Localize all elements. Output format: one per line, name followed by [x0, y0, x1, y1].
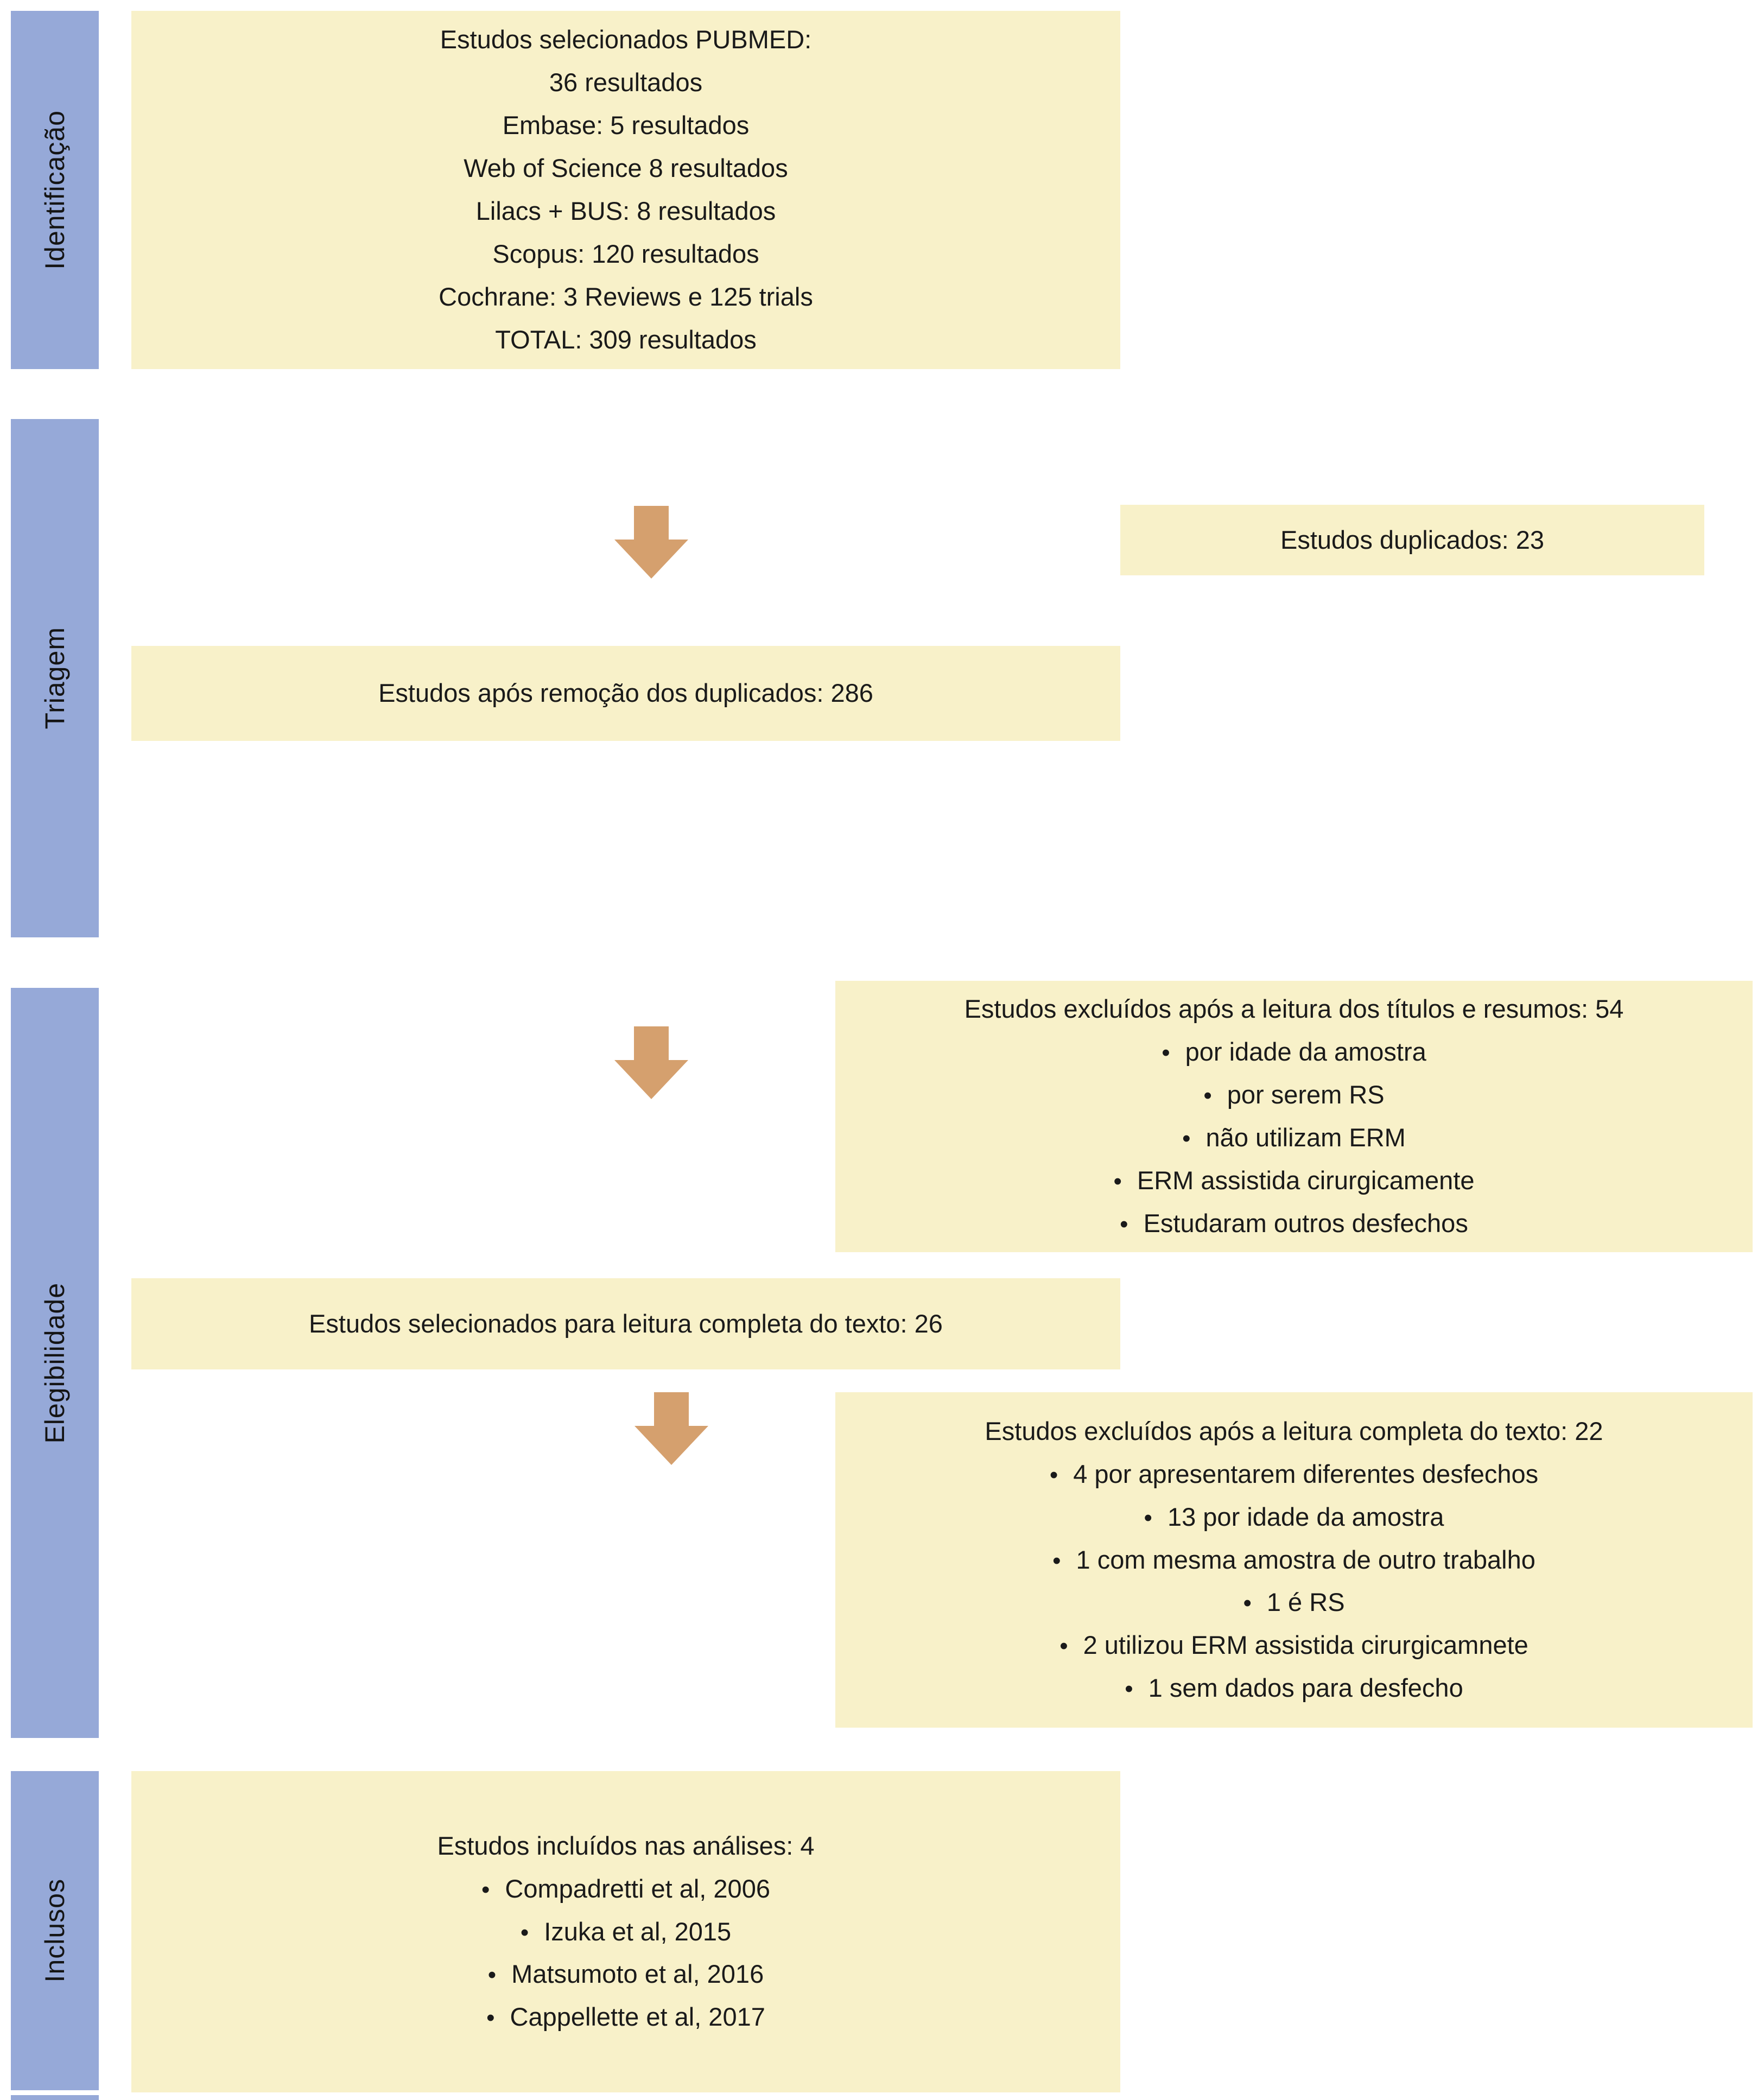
list-item-text: ERM assistida cirurgicamente: [1137, 1165, 1475, 1195]
identification-results-box: [131, 11, 1120, 369]
list-item: [1144, 1496, 1444, 1539]
bullet-icon: •: [486, 2004, 495, 2032]
stage-bar-cropped-sliver: [11, 2095, 99, 2100]
bullet-icon: •: [1120, 1210, 1128, 1238]
list-item: [481, 1868, 770, 1911]
box-line: Cochrane: 3 Reviews e 125 trials: [439, 282, 813, 311]
box-line: 36 resultados: [549, 68, 703, 97]
stage-label-identification: Identificação: [40, 110, 70, 270]
duplicates-box: [1120, 505, 1704, 575]
down-arrow-icon: [634, 1392, 708, 1465]
list-item-text: por idade da amostra: [1185, 1037, 1426, 1067]
bullet-icon: •: [1182, 1125, 1191, 1152]
list-item-text: 13 por idade da amostra: [1167, 1502, 1444, 1531]
list-item: [1052, 1539, 1535, 1582]
bullet-icon: •: [1052, 1547, 1061, 1574]
list-item-text: 1 sem dados para desfecho: [1148, 1673, 1463, 1703]
bullet-icon: •: [487, 1962, 497, 1989]
down-arrow-icon: [614, 1026, 688, 1099]
stage-bar-included: [11, 1771, 99, 2090]
list-item-text: Estudaram outros desfechos: [1143, 1208, 1468, 1238]
stage-bar-screening: [11, 419, 99, 937]
box-title: Estudos incluídos nas análises: 4: [437, 1831, 815, 1860]
list-item: [1059, 1624, 1528, 1667]
list-item-text: por serem RS: [1227, 1080, 1385, 1109]
list-item: [488, 1953, 764, 1996]
after-duplicates-box: [131, 646, 1120, 741]
box-line: Estudos selecionados para leitura completa do texto: 26: [309, 1309, 943, 1338]
bullet-icon: •: [520, 1919, 529, 1946]
box-line: Estudos duplicados: 23: [1280, 525, 1544, 554]
list-item: [1050, 1453, 1538, 1496]
list-item: [1162, 1031, 1426, 1074]
box-title: Estudos excluídos após a leitura dos títulos e resumos: 54: [964, 994, 1624, 1024]
stage-label-included: Inclusos: [40, 1879, 70, 1983]
box-line: Embase: 5 resultados: [502, 111, 750, 140]
down-arrow-icon: [614, 506, 688, 579]
list-item-text: 1 com mesma amostra de outro trabalho: [1076, 1545, 1535, 1574]
box-line: Lilacs + BUS: 8 resultados: [475, 196, 776, 225]
bullet-icon: •: [1049, 1461, 1058, 1488]
stage-bar-identification: [11, 11, 99, 369]
box-line: TOTAL: 309 resultados: [495, 325, 757, 354]
excluded-fulltext-box: [835, 1392, 1753, 1728]
list-item-text: Izuka et al, 2015: [544, 1917, 732, 1946]
list-item: [1120, 1202, 1468, 1245]
box-line: Scopus: 120 resultados: [492, 239, 759, 268]
bullet-icon: •: [1125, 1676, 1133, 1703]
list-item: [521, 1911, 731, 1953]
bullet-icon: •: [1059, 1633, 1068, 1660]
list-item-text: 4 por apresentarem diferentes desfechos: [1073, 1459, 1539, 1488]
list-item-text: não utilizam ERM: [1205, 1123, 1406, 1152]
box-title: Estudos excluídos após a leitura completa do texto: 22: [985, 1416, 1603, 1445]
box-line: Web of Science 8 resultados: [464, 154, 788, 183]
list-item: [1243, 1581, 1344, 1624]
bullet-icon: •: [1144, 1504, 1152, 1531]
bullet-icon: •: [481, 1876, 490, 1903]
list-item-text: Matsumoto et al, 2016: [511, 1959, 764, 1989]
box-line: Estudos selecionados PUBMED:: [440, 25, 812, 54]
box-line: Estudos após remoção dos duplicados: 286: [378, 678, 873, 708]
bullet-icon: •: [1113, 1168, 1122, 1195]
stage-label-eligibility: Elegibilidade: [40, 1282, 70, 1444]
list-item: [1113, 1159, 1474, 1202]
excluded-titles-box: [835, 981, 1753, 1252]
list-item: [1125, 1667, 1463, 1710]
selected-fulltext-box: [131, 1278, 1120, 1369]
list-item: [486, 1996, 765, 2039]
bullet-icon: •: [1162, 1039, 1170, 1067]
list-item-text: 2 utilizou ERM assistida cirurgicamnete: [1083, 1630, 1528, 1660]
stage-label-screening: Triagem: [40, 627, 70, 729]
list-item: [1182, 1116, 1406, 1159]
list-item-text: Cappellette et al, 2017: [510, 2002, 765, 2032]
bullet-icon: •: [1203, 1082, 1212, 1109]
list-item-text: 1 é RS: [1266, 1588, 1345, 1617]
stage-bar-eligibility: [11, 988, 99, 1738]
included-studies-box: [131, 1771, 1120, 2092]
list-item: [1203, 1074, 1384, 1116]
list-item-text: Compadretti et al, 2006: [505, 1874, 770, 1903]
bullet-icon: •: [1243, 1590, 1252, 1617]
